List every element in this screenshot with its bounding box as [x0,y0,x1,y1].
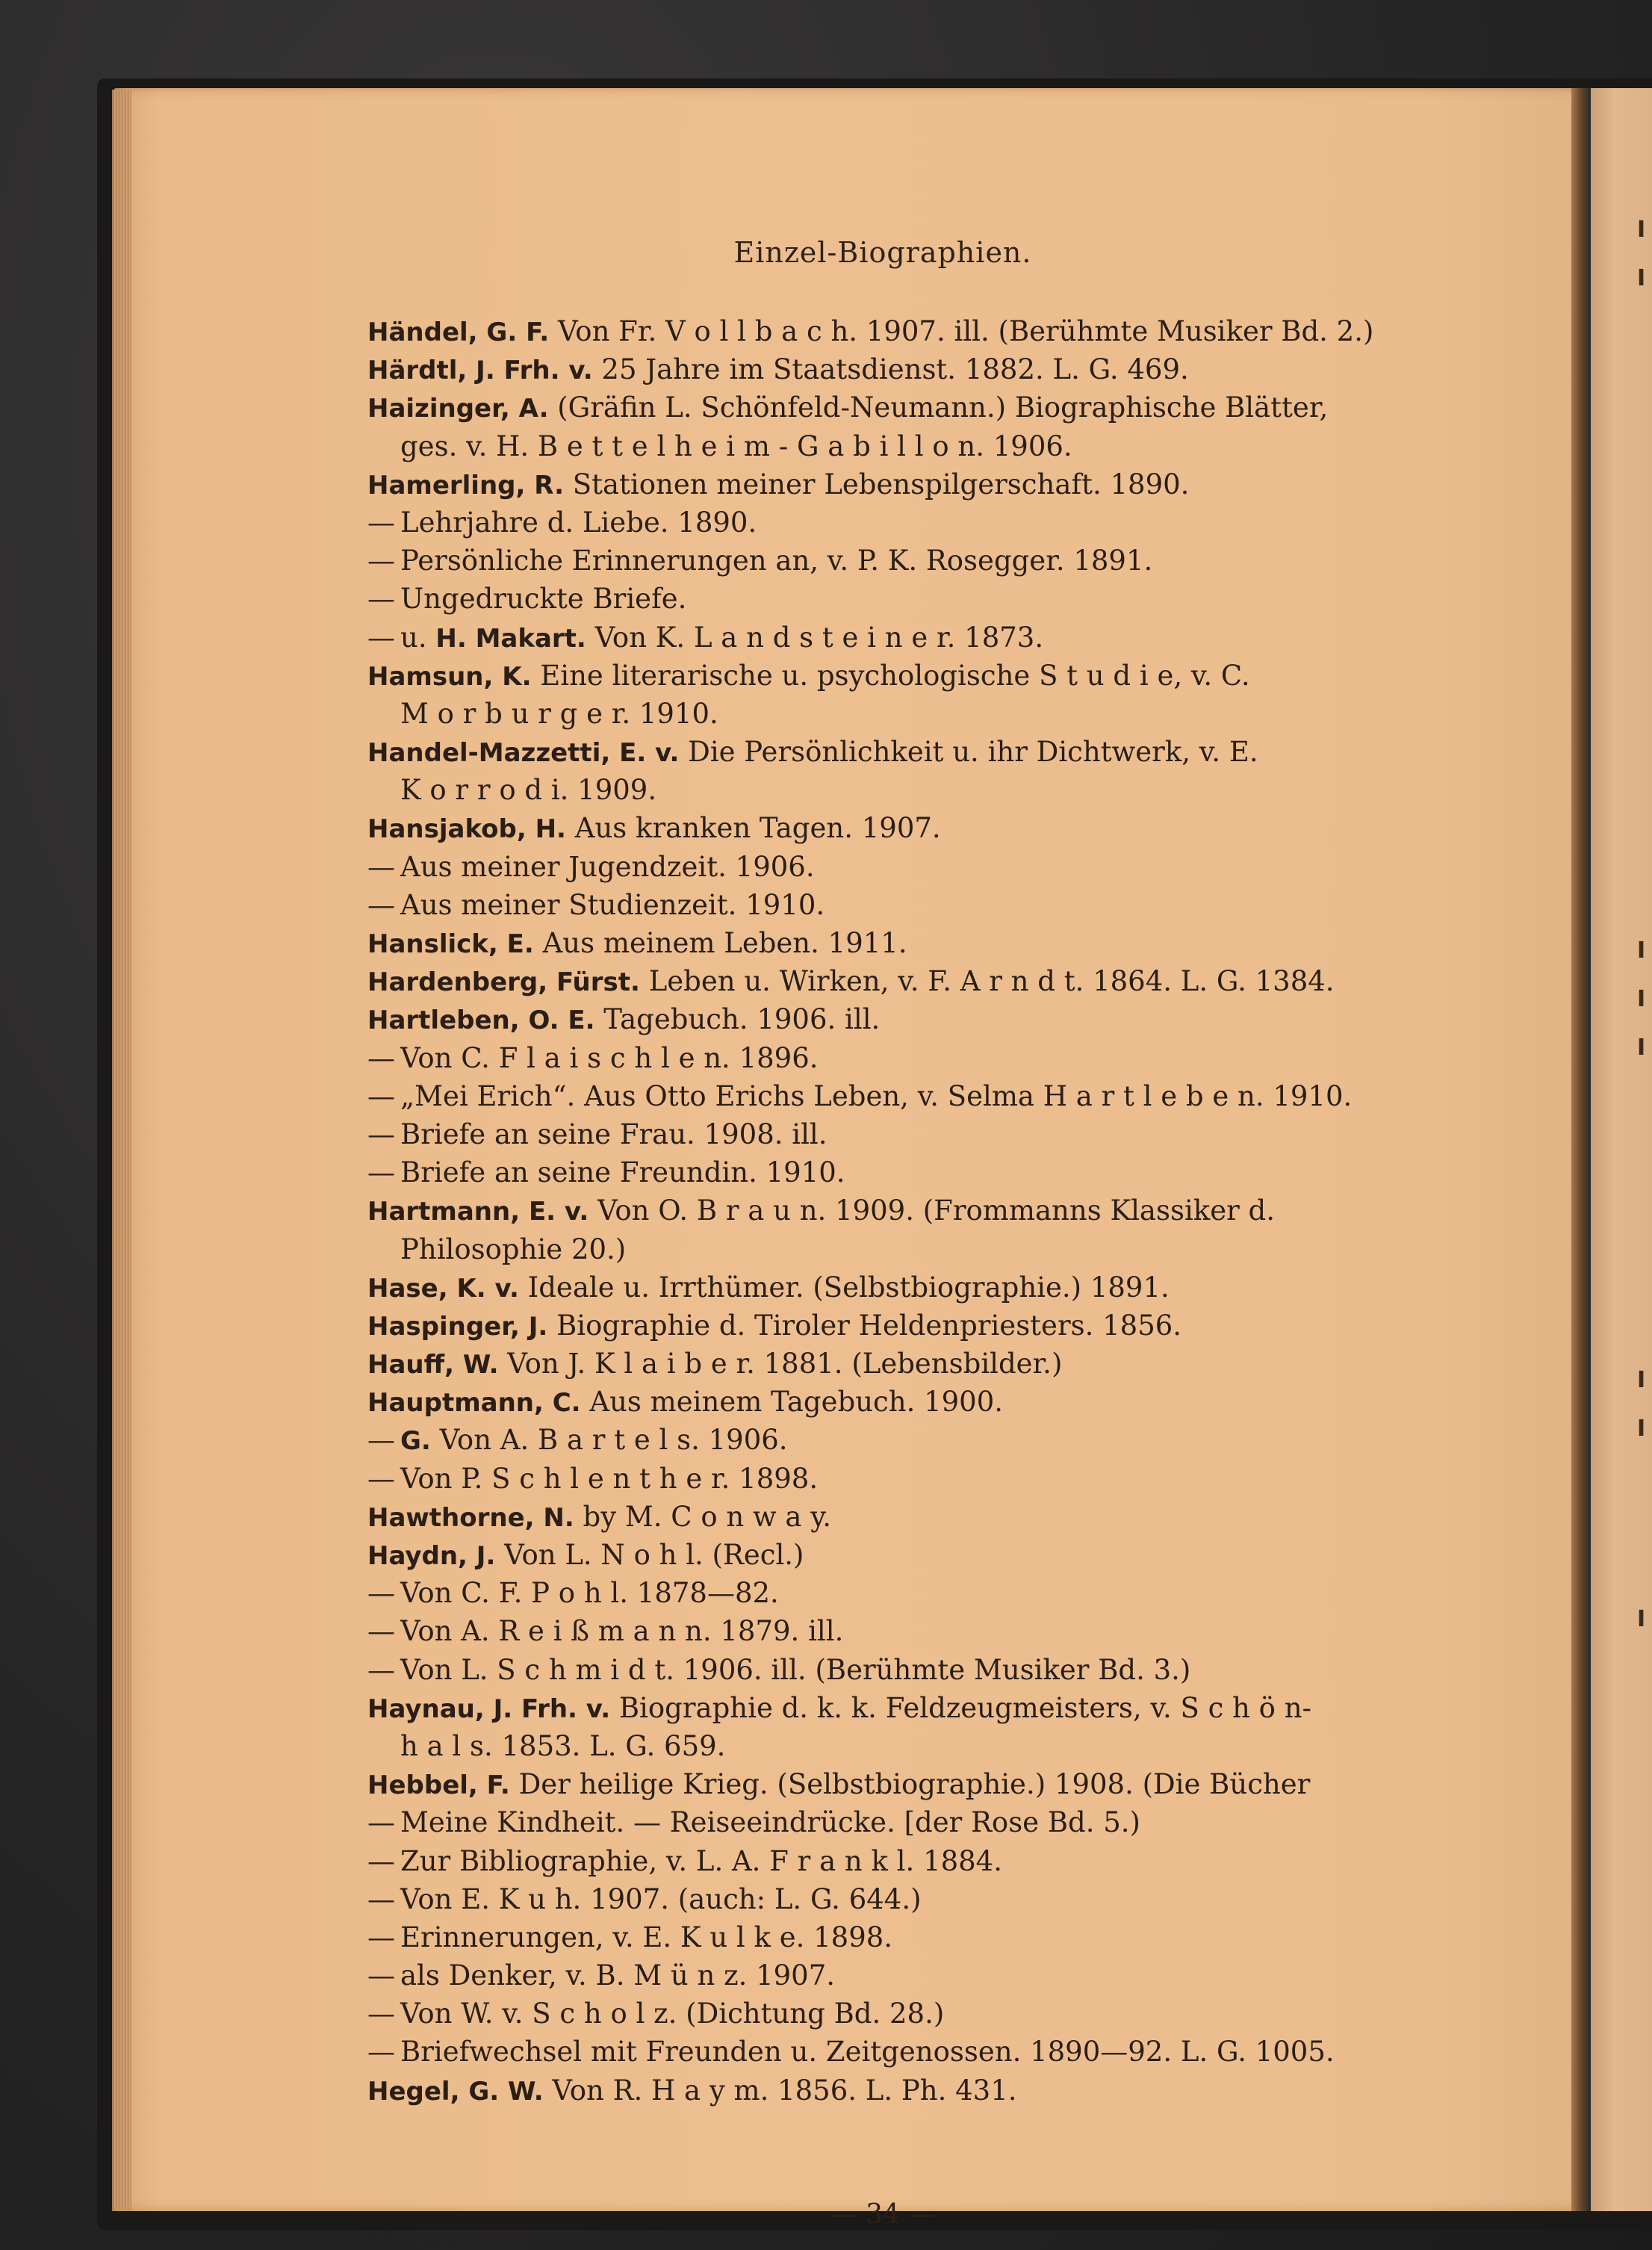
entry-subline [367,848,1622,886]
entry-headword: Hartmann, E. v. [367,1197,589,1227]
entry-continuation [367,1230,1622,1268]
entry-subline [367,1153,1622,1191]
entry-subline [367,1612,1622,1650]
entry-line [367,1689,1622,1727]
dash-mark: — [367,1653,395,1686]
entry-text: Der heilige Krieg. (Selbstbiographie.) 1908. (Die Bücher [509,1768,1311,1801]
dash-mark: — [367,1844,395,1877]
dash-mark: — [367,1577,395,1610]
entry-text: Leben u. Wirken, v. F. A r n d t. 1864. L. G. 1384. [639,965,1335,998]
entry-text: (Gräfin L. Schönfeld-Neumann.) Biographische Blätter, [548,391,1329,424]
dash-mark: — [367,1959,395,1992]
entry-line [367,809,1622,847]
entry-text: Von L. N o h l. (Recl.) [495,1539,804,1571]
entry-text: Eine literarische u. psychologische S t u d i e, v. C. [531,659,1250,692]
entry-text: Ungedruckte Briefe. [400,583,687,616]
dash-mark: — [367,2036,395,2068]
entry-line [367,962,1622,1000]
facing-page-letter: I [1637,265,1646,291]
book-gutter [1571,88,1591,2211]
entry-text: ges. v. H. B e t t e l h e i m - G a b i l l o n. 1906. [400,430,1072,462]
dash-mark: — [367,888,395,921]
entry-line [367,312,1622,350]
dash-mark: — [367,1462,395,1495]
entry-text: Von R. H a y m. 1856. L. Ph. 431. [543,2074,1017,2107]
entry-text: M o r b u r g e r. 1910. [400,697,718,730]
entry-text: Tagebuch. 1906. ill. [594,1003,881,1036]
dash-mark: — [367,1882,395,1915]
entry-text: Von Fr. V o l l b a c h. 1907. ill. (Berühmte Musiker Bd. 2.) [549,315,1374,347]
entry-headword: Hauff, W. [367,1350,499,1380]
entry-text: Von C. F l a i s c h l e n. 1896. [400,1041,819,1074]
entry-text: Stationen meiner Lebenspilgerschaft. 1890. [564,468,1190,500]
entry-headword: Haspinger, J. [367,1311,548,1342]
dash-mark: — [367,1041,395,1074]
running-head: Einzel-Biographien. [733,236,1032,269]
entry-text: Zur Bibliographie, v. L. A. F r a n k l. 1884. [400,1844,1002,1877]
entry-subline [367,503,1622,542]
dash-mark: — [367,1118,395,1150]
entry-line [367,1191,1622,1230]
entry-line [367,1307,1622,1345]
entry-text: Meine Kindheit. — Reiseeindrücke. [der Rose Bd. 5.) [400,1806,1140,1839]
facing-page-sliver [1591,88,1652,2211]
dash-mark: — [367,1424,395,1457]
entry-headword: Hauptmann, C. [367,1388,581,1419]
entry-headword: Handel-Mazzetti, E. v. [367,738,680,769]
entry-subline [367,1115,1622,1153]
entry-headword: G. [400,1426,431,1457]
entry-list [367,312,1622,2110]
entry-text: Ideale u. Irrthümer. (Selbstbiographie.) 1891. [518,1271,1170,1304]
entry-text: Von L. S c h m i d t. 1906. ill. (Berühmte Musiker Bd. 3.) [400,1653,1191,1686]
entry-text: Aus meinem Tagebuch. 1900. [580,1386,1004,1419]
entry-headword: Hansjakob, H. [367,814,566,845]
entry-line [367,1383,1622,1421]
entry-text: K o r r o d i. 1909. [400,774,657,807]
entry-text: Von C. F. P o h l. 1878—82. [400,1577,779,1610]
entry-subline [367,580,1622,618]
entry-headword: Haizinger, A. [367,394,549,424]
facing-page-letter: I [1637,217,1646,242]
entry-subline [367,1918,1622,1956]
entry-continuation [367,1727,1622,1765]
entry-text: Erinnerungen, v. E. K u l k e. 1898. [400,1921,893,1953]
dash-mark: — [367,506,395,539]
entry-headword: Hamerling, R. [367,470,564,500]
facing-page-letter: I [1637,1035,1646,1060]
entry-subline [367,1039,1622,1077]
facing-page-letter: I [1637,986,1646,1011]
entry-line [367,1536,1622,1574]
entry-text: Persönliche Erinnerungen an, v. P. K. Rosegger. 1891. [400,545,1153,577]
entry-text: Briefe an seine Freundin. 1910. [400,1156,845,1189]
entry-text: Lehrjahre d. Liebe. 1890. [400,506,757,539]
entry-subline [367,1460,1622,1498]
space [427,622,436,654]
entry-text: Briefwechsel mit Freunden u. Zeitgenossen. 1890—92. L. G. 1005. [400,2036,1335,2068]
entry-line [367,657,1622,695]
dash-mark: — [367,850,395,883]
entry-prefix: u. [400,621,427,654]
page-number: — 34 — [830,2199,936,2230]
entry-line [367,350,1622,388]
page-edge-stack [112,90,131,2211]
entry-subline [367,1421,1622,1459]
entry-subline [367,619,1622,657]
entry-subline [367,542,1622,580]
facing-page-letter: I [1637,1416,1646,1441]
entry-subline [367,2033,1622,2071]
entry-line [367,1000,1622,1038]
entry-text: Biographie d. Tiroler Heldenpriesters. 1856. [547,1309,1182,1342]
entry-subline [367,1077,1622,1115]
dash-mark: — [367,545,395,577]
entry-subline [367,1842,1622,1880]
entry-text: 25 Jahre im Staatsdienst. 1882. L. G. 469. [592,353,1189,386]
entry-text: Von J. K l a i b e r. 1881. (Lebensbilder.) [498,1348,1063,1380]
entry-subline [367,1574,1622,1612]
entry-line [367,924,1622,962]
entry-line [367,1498,1622,1536]
entry-text: h a l s. 1853. L. G. 659. [400,1729,726,1762]
entry-continuation [367,427,1622,465]
entry-subline [367,1956,1622,1995]
entry-subline [367,1995,1622,2033]
entry-subline [367,1803,1622,1841]
entry-text: Von W. v. S c h o l z. (Dichtung Bd. 28.) [400,1998,945,2030]
entry-line [367,388,1622,427]
entry-text: Biographie d. k. k. Feldzeugmeisters, v. S c h ö n- [610,1691,1312,1724]
entry-headword: Hardenberg, Fürst. [367,967,640,998]
entry-headword: Haydn, J. [367,1541,496,1571]
entry-headword: Hartleben, O. E. [367,1005,595,1036]
entry-headword: H. Makart. [435,623,586,654]
entry-text: Von K. L a n d s t e i n e r. 1873. [586,621,1044,654]
entry-text: Philosophie 20.) [400,1233,627,1265]
entry-text: Briefe an seine Frau. 1908. ill. [400,1118,827,1150]
book-page [114,88,1652,2230]
entry-text: Aus meinem Leben. 1911. [533,927,907,959]
entry-line [367,733,1622,771]
entry-headword: Hawthorne, N. [367,1502,574,1533]
entry-subline [367,1880,1622,1918]
entry-continuation [367,771,1622,809]
entry-headword: Haynau, J. Frh. v. [367,1693,611,1724]
entry-text: Aus meiner Jugendzeit. 1906. [400,850,815,883]
entry-text: als Denker, v. B. M ü n z. 1907. [400,1959,836,1992]
entry-text: Aus kranken Tagen. 1907. [565,812,941,845]
entry-text: Von O. B r a u n. 1909. (Frommanns Klassiker d. [589,1194,1275,1227]
entry-text: Von A. R e i ß m a n n. 1879. ill. [400,1615,844,1648]
dash-mark: — [367,621,395,654]
entry-subline [367,886,1622,924]
dash-mark: — [367,1806,395,1839]
entry-text: Die Persönlichkeit u. ihr Dichtwerk, v. E. [679,736,1258,769]
dash-mark: — [367,1156,395,1189]
entry-continuation [367,695,1622,733]
facing-page-letter: I [1637,938,1646,963]
entry-line [367,1268,1622,1307]
dash-mark: — [367,1921,395,1953]
entry-text: Von P. S c h l e n t h e r. 1898. [400,1462,819,1495]
entry-headword: Hamsun, K. [367,661,532,692]
facing-page-letter: I [1637,1606,1646,1631]
dash-mark: — [367,1998,395,2030]
entry-line [367,1345,1622,1383]
entry-headword: Händel, G. F. [367,317,550,347]
entry-text: Von A. B a r t e l s. 1906. [430,1424,788,1457]
entry-headword: Hebbel, F. [367,1770,510,1801]
dash-mark: — [367,583,395,616]
dash-mark: — [367,1615,395,1648]
entry-text: Von E. K u h. 1907. (auch: L. G. 644.) [400,1882,922,1915]
entry-text: „Mei Erich“. Aus Otto Erichs Leben, v. Selma H a r t l e b e n. 1910. [400,1079,1353,1112]
facing-page-letter: I [1637,1367,1646,1392]
entry-line [367,465,1622,503]
dash-mark: — [367,1079,395,1112]
entry-text: Aus meiner Studienzeit. 1910. [400,888,825,921]
entry-subline [367,1651,1622,1689]
entry-text: by M. C o n w a y. [574,1500,832,1533]
entry-headword: Hegel, G. W. [367,2076,544,2107]
entry-headword: Hase, K. v. [367,1273,519,1304]
entry-headword: Härdtl, J. Frh. v. [367,356,593,386]
entry-line [367,1765,1622,1803]
entry-headword: Hanslick, E. [367,929,534,959]
entry-line [367,2071,1622,2110]
